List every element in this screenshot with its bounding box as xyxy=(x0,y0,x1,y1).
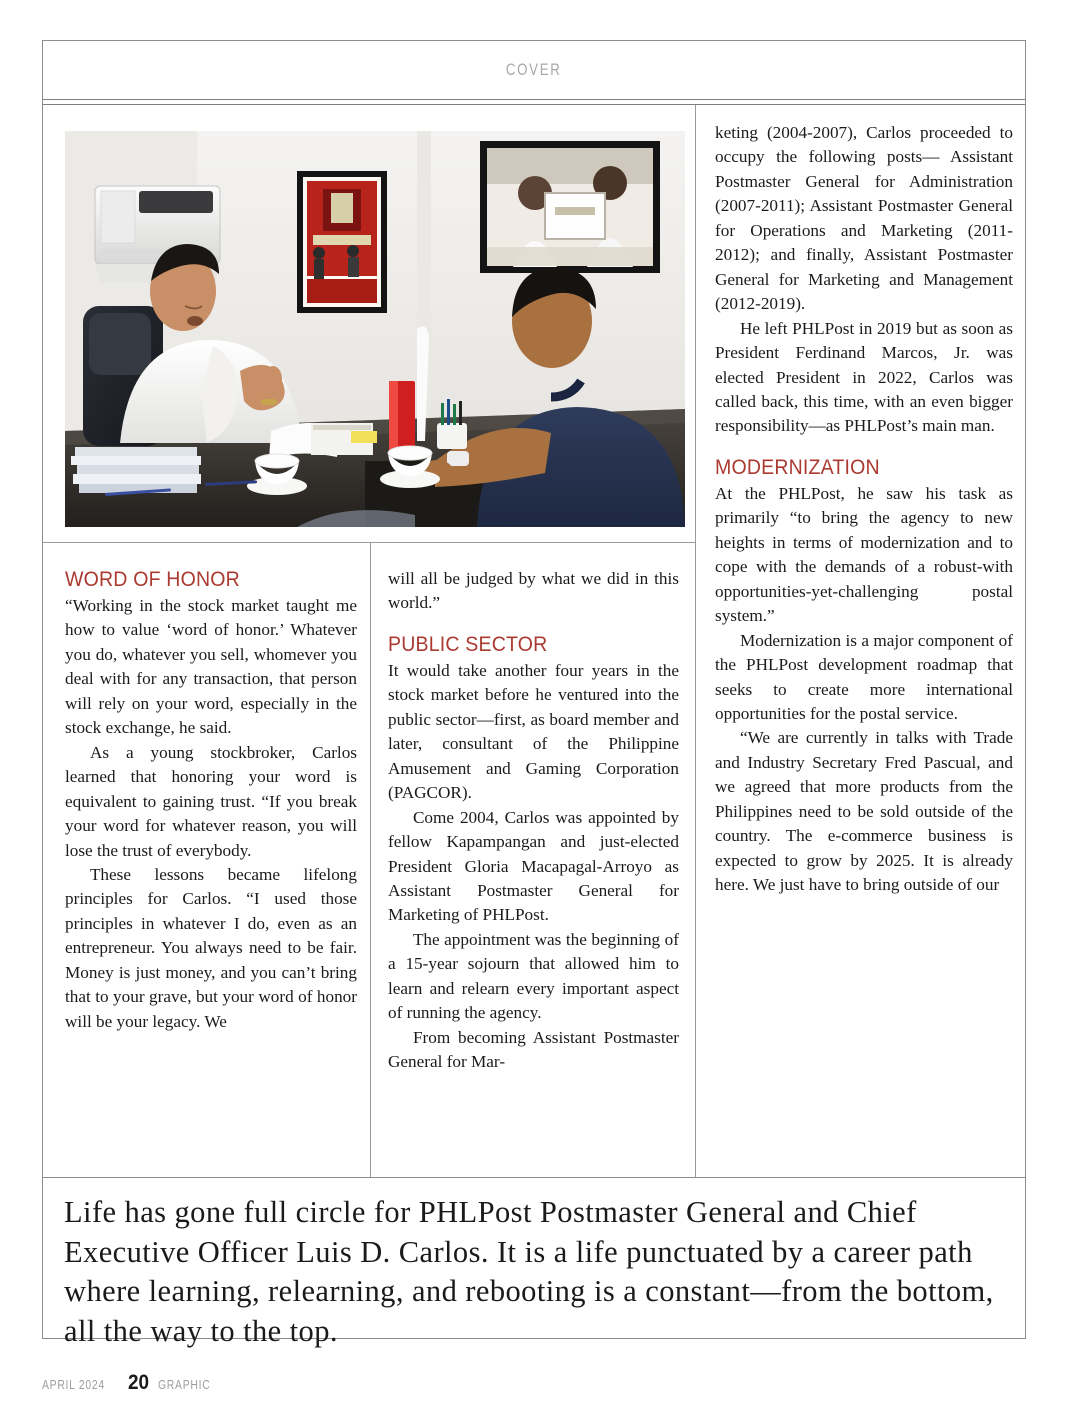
column-divider-right xyxy=(695,105,696,1177)
col2-paragraph-3: The appointment was the beginning of a 15-year sojourn that allowed him to learn and relearn every important aspect of running the agency. xyxy=(388,929,679,1023)
pullquote-top-rule xyxy=(43,1177,1025,1178)
column-divider-middle xyxy=(370,542,371,1177)
footer-page-number: 20 xyxy=(127,1371,149,1394)
col3-paragraph-1: At the PHLPost, he saw his task as primarily “to bring the agency to new heights in terms of modernization and to cope with the demands of a robust-with opportunities-yet-challenging postal system.” xyxy=(715,483,1013,626)
photo-bottom-rule xyxy=(43,542,695,543)
footer-brand: GRAPHIC xyxy=(157,1377,211,1392)
section-heading-public-sector: PUBLIC SECTOR xyxy=(388,632,548,656)
col3-continuation-1: keting (2004-2007), Carlos proceeded to occupy the following posts— Assistant Postmaster General for Administration (2007-2011); Assistant Postmaster General for Operations and Marketing (2011-2012); and finally, Assistant Postmaster General for Marketing and Management (2012-2019). xyxy=(715,123,1013,314)
section-heading-word-of-honor: WORD OF HONOR xyxy=(65,568,240,591)
col3-paragraph-2: Modernization is a major component of the PHLPost development roadmap that seeks to create more international opportunities for the postal service. xyxy=(715,630,1013,723)
interview-photo xyxy=(65,131,685,527)
col2-paragraph-1: It would take another four years in the stock market before he ventured into the public sector—first, as board member and later, consultant of the Philippine Amusement and Gaming Corporation (PAGCOR). xyxy=(388,660,679,803)
col2-continuation: will all be judged by what we did in this world.” xyxy=(388,569,679,613)
column-two xyxy=(388,567,679,1075)
header-rule-upper xyxy=(43,99,1025,100)
interview-photo-image xyxy=(65,131,685,527)
content-area xyxy=(43,105,1025,1177)
header-title: COVER xyxy=(506,60,562,79)
footer-date: APRIL 2024 xyxy=(42,1377,105,1392)
column-three xyxy=(715,121,1013,898)
pullquote: Life has gone full circle for PHLPost Postmaster General and Chief Executive Officer Luis D. Carlos. It is a life punctuated by a career path where learning, relearning, and rebooting is a constant—from the bottom, all the way to the top. xyxy=(64,1195,994,1348)
col2-paragraph-2: Come 2004, Carlos was appointed by fellow Kapampangan and just-elected President Gloria Macapagal-Arroyo as Assistant Postmaster General for Marketing of PHLPost. xyxy=(388,807,679,925)
col2-paragraph-4: From becoming Assistant Postmaster General for Mar- xyxy=(388,1027,679,1072)
col1-paragraph-2: As a young stockbroker, Carlos learned that honoring your word is equivalent to gaining trust. “If you break your word for whatever reason, you will lose the trust of everybody. xyxy=(65,742,357,860)
col1-paragraph-1: “Working in the stock market taught me how to value ‘word of honor.’ Whatever you do, whatever you sell, whomever you deal with for any transaction, that person will rely on your word, especially in the stock exchange, he said. xyxy=(65,596,357,738)
col3-paragraph-3: “We are currently in talks with Trade and Industry Secretary Fred Pascual, and we agreed that more products from the Philippines need to be sold outside of the country. The e-commerce business is expected to grow by 2025. It is already here. We just have to bring outside of our xyxy=(715,728,1013,895)
col3-continuation-2: He left PHLPost in 2019 but as soon as President Ferdinand Marcos, Jr. was elected President in 2022, Carlos was called back, this time, with an even bigger responsibility—as PHLPost’s main man. xyxy=(715,318,1013,436)
section-heading-modernization: MODERNIZATION xyxy=(715,455,880,479)
framed-photo-right xyxy=(480,141,660,273)
framed-photo-center xyxy=(297,171,387,313)
col1-paragraph-3: These lessons became lifelong principles for Carlos. “I used those principles in whatever I do, even as an entrepreneur. You always need to be fair. Money is just money, and you can’t bring that to your grave, but your word of honor will be your legacy. We xyxy=(65,864,357,1031)
page-header xyxy=(43,41,1025,99)
column-one xyxy=(65,567,357,1034)
page-footer xyxy=(42,1371,224,1395)
